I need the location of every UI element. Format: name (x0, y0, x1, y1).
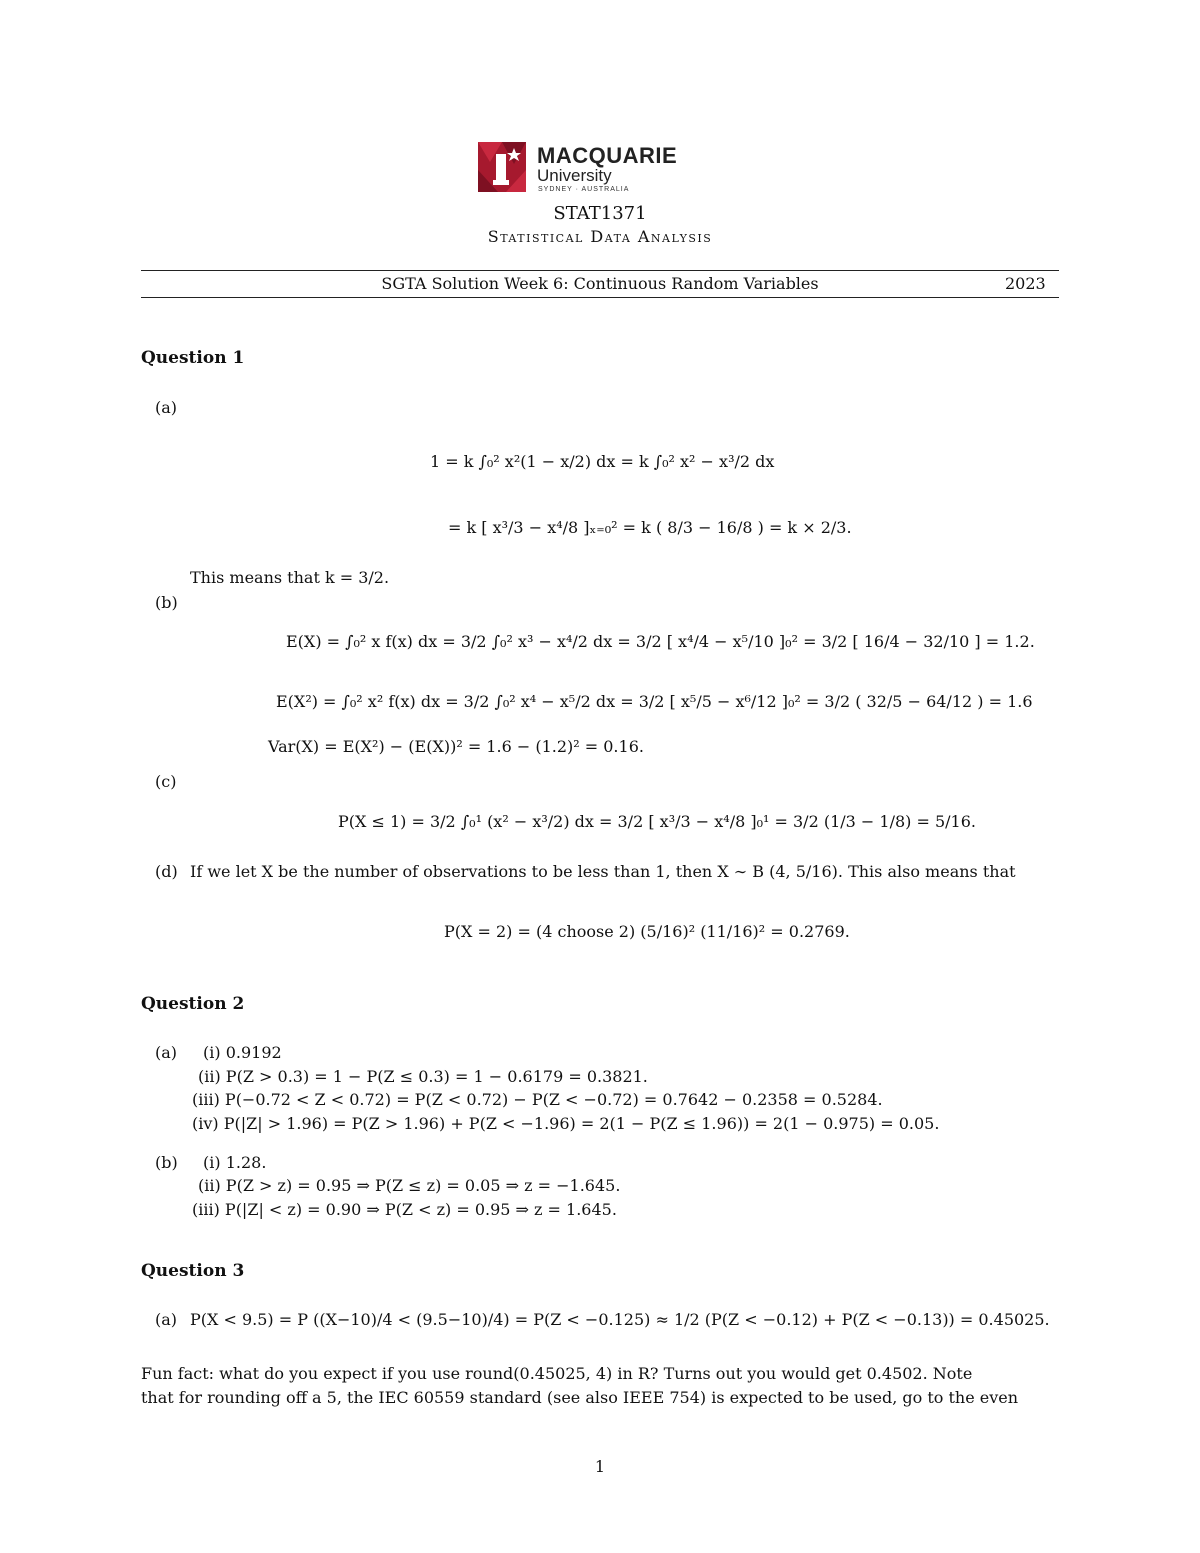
q2-a-item: (i) 0.9192 (203, 1043, 282, 1062)
logo-shield-icon (476, 140, 532, 196)
course-code: STAT1371 (553, 203, 647, 224)
q3-fun-fact-line-1: Fun fact: what do you expect if you use round(0.45025, 4) in R? Turns out you would get 0.4502. Note (141, 1364, 973, 1383)
course-name: Statistical Data Analysis (487, 227, 713, 246)
q1-part-b-label: (b) (155, 593, 178, 612)
document-year: 2023 (1005, 274, 1046, 293)
q3-part-a-label: (a) (155, 1310, 178, 1329)
q1-a-equation-2: = k [ x³/3 − x⁴/8 ]ₓ₌₀² = k ( 8/3 − 16/8 ) = k × 2/3. (448, 518, 852, 537)
q2-a-item: (iv) P(|Z| > 1.96) = P(Z > 1.96) + P(Z < −1.96) = 2(1 − P(Z ≤ 1.96)) = 2(1 − 0.975) = 0.05. (192, 1114, 940, 1133)
header-rule-bottom (141, 297, 1059, 298)
q3-fun-fact-line-2: that for rounding off a 5, the IEC 60559 standard (see also IEEE 754) is expected to be used, go to the even (141, 1388, 1019, 1407)
q1-part-d-label: (d) (155, 862, 178, 881)
document-title: SGTA Solution Week 6: Continuous Random Variables (381, 274, 819, 293)
logo-brand: MACQUARIE (537, 143, 678, 168)
q2-part-b-label: (b) (155, 1153, 178, 1172)
q1-a-conclusion: This means that k = 3/2. (190, 568, 390, 587)
q2-b-item: (ii) P(Z > z) = 0.95 ⇒ P(Z ≤ z) = 0.05 ⇒ z = −1.645. (198, 1176, 621, 1195)
q1-b-equation-1: E(X) = ∫₀² x f(x) dx = 3/2 ∫₀² x³ − x⁴/2 dx = 3/2 [ x⁴/4 − x⁵/10 ]₀² = 3/2 [ 16/4 − 32/10 ] = 1.2. (286, 632, 1035, 651)
q1-b-equation-2: E(X²) = ∫₀² x² f(x) dx = 3/2 ∫₀² x⁴ − x⁵/2 dx = 3/2 [ x⁵/5 − x⁶/12 ]₀² = 3/2 ( 32/5 − 64/12 ) = 1.6 (276, 692, 1033, 711)
header-rule-top (141, 270, 1059, 271)
q1-part-a-label: (a) (155, 398, 178, 417)
question-3-heading: Question 3 (141, 1261, 245, 1281)
q1-d-text: If we let X be the number of observations to be less than 1, then X ∼ B (4, 5/16). This also means that (190, 862, 1016, 881)
q1-b-equation-3: Var(X) = E(X²) − (E(X))² = 1.6 − (1.2)² = 0.16. (268, 737, 644, 756)
logo-tag: SYDNEY · AUSTRALIA (538, 186, 630, 193)
q2-a-item: (iii) P(−0.72 < Z < 0.72) = P(Z < 0.72) − P(Z < −0.72) = 0.7642 − 0.2358 = 0.5284. (192, 1090, 883, 1109)
q3-a-equation: P(X < 9.5) = P ((X−10)/4 < (9.5−10)/4) = P(Z < −0.125) ≈ 1/2 (P(Z < −0.12) + P(Z < −0.13)) = 0.45025. (190, 1310, 1050, 1329)
q2-b-item: (iii) P(|Z| < z) = 0.90 ⇒ P(Z < z) = 0.95 ⇒ z = 1.645. (192, 1200, 617, 1219)
q1-a-equation-1: 1 = k ∫₀² x²(1 − x/2) dx = k ∫₀² x² − x³/2 dx (430, 452, 775, 471)
q1-d-equation-1: P(X = 2) = (4 choose 2) (5/16)² (11/16)² = 0.2769. (444, 922, 850, 941)
q2-b-item: (i) 1.28. (203, 1153, 267, 1172)
q1-part-c-label: (c) (155, 772, 177, 791)
page-number: 1 (594, 1457, 606, 1476)
q2-part-a-label: (a) (155, 1043, 178, 1062)
q1-c-equation-1: P(X ≤ 1) = 3/2 ∫₀¹ (x² − x³/2) dx = 3/2 [ x³/3 − x⁴/8 ]₀¹ = 3/2 (1/3 − 1/8) = 5/16. (338, 812, 976, 831)
q2-a-item: (ii) P(Z > 0.3) = 1 − P(Z ≤ 0.3) = 1 − 0.6179 = 0.3821. (198, 1067, 648, 1086)
question-1-heading: Question 1 (141, 348, 245, 368)
question-2-heading: Question 2 (141, 994, 245, 1014)
logo-sub: University (537, 166, 612, 185)
